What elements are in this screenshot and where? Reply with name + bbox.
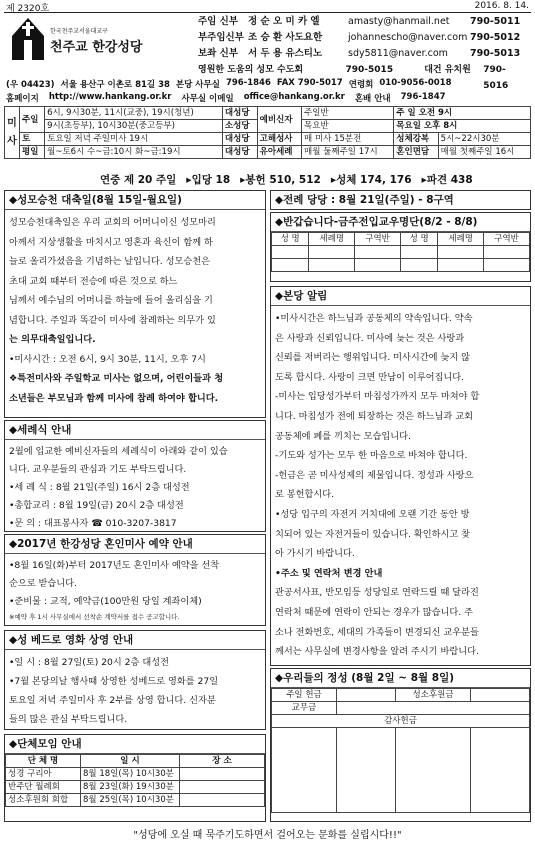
table-row: 교무금 [272,702,530,715]
table-row [272,259,530,272]
section-title: ◆우리들의 정성 (8월 2일 ~ 8월 8일) [271,669,530,688]
table-row: 평일 월~토6시 수~금:10시 화~금:19시 대성당 유아세례 매월 둘째주일 17시 혼인면담 매월 첫째주일 16시 [5,146,531,159]
office-email-link[interactable]: office@hankang.or.kr [243,92,345,102]
wedding-section [4,534,266,626]
issue-date: 2016. 8. 14. [474,1,529,11]
church-building-icon [8,16,48,62]
baptism-body: 2월에 입교한 예비신자들의 세례식이 아래와 같이 있습 니다. 교우분들의 관심과 기도 부탁드립니다. •세 례 식 : 8월 21일(주일) 16시 2층 대성전 •총합교리 : 8월 19일(금) 20시 2층 대성전 •문 의 : 대표봉사자 ☎ 010-3207-3817 [9,446,228,529]
assumption-body: 성모승천대축일은 우리 교회의 어머니이신 성모마리 아께서 지상생활을 마치시고 영혼과 육신이 함께 하 늘로 올리가셨음을 기념하는 날입니다. 성모승천은 초대 교회 때부터 전승에 따른 것으로 하느 님께서 예수님의 어머니를 하늘에 들어 올리심을 기 념합니다. 주일과 똑같이 미사에 참례하는 의무가 있 는 의무대축일입니다. •미사시간 : 오전 6시, 9시 30분, 11시, 오후 7시 ❖특전미사와 주일학교 미사는 없으며, 어린이들과 청 소년들은 부모님과 함께 미사에 참례 하여야 합니다. [9,217,224,404]
wedding-body: •8월 16일(화)부터 2017년도 혼인미사 예약을 선착 순으로 받습니다. •준비물 : 교적, 예약금(100만원 당일 계좌이체) ※예약 후 1시 사무실에서 선착순 계약서를 접수 공고합니다. [9,560,220,621]
table-row: 감사헌금 [272,715,530,728]
assumption-section [4,190,266,418]
table-row: 9시(초등부), 10시30분(중고등부) 소성당 목요반 목요일 오후 8시 [5,120,531,133]
section-title: ◆성모승천 대축일(8월 15일-월요일) [5,191,265,210]
staff-row: 부주임신부 조 승 환 사도요한 johannescho@naver.com 790-5012 [198,32,521,43]
movie-section [4,630,266,730]
section-title: ◆세례식 안내 [5,421,265,440]
table-row: 토 토요일 저녁 주일미사 19시 대성당 고해성사 매 미사 15분전 성체강복 5시~22시30분 [5,133,531,146]
section-title: ◆본당 알림 [271,287,530,306]
mass-side-label: 미 사 [5,107,20,159]
table-row: 단 체 명 일 시 장 소 [6,755,265,768]
section-title: ◆단체모임 안내 [5,735,265,754]
table-row: 성소후원회 회합 8월 25일(목) 10시30분 [6,794,265,807]
mass-schedule-table [4,106,531,159]
section-title: ◆전례 당당 : 8월 21일(주일) - 8구역 [275,194,454,206]
table-row: 반주단 월례회 8월 23일(화) 19시30분 [6,781,265,794]
newcomers-table [271,232,530,272]
groups-section [4,734,266,822]
section-title: ◆성 베드로 영화 상영 안내 [5,631,265,650]
baptism-section [4,420,266,532]
section-title: ◆반갑습니다-금주전입교우명단(8/2 - 8/8) [271,213,530,232]
table-row: 미 사 주일 6시, 9시30분, 11시(교중), 19시(청년) 대성당 예비신자 주일반 주 일 오전 9시 [5,107,531,120]
groups-table [5,754,265,807]
offering-table [271,688,530,813]
section-title: ◆2017년 한강성당 혼인미사 예약 안내 [5,535,265,554]
church-logo [8,16,143,66]
staff-row: 주임 신부 정 순 오 미 카 엘 amasty@hanmail.net 790-5011 [198,16,521,27]
table-row: 주일 헌금 성소후원금 [272,689,530,702]
liturgy-summary: 연중 제 20 주일 ▸입당 18 ▸봉헌 510, 512 ▸성체 174, 176 ▸파견 438 [100,174,473,186]
footer-slogan: "성당에 오실 때 묵주기도하면서 걸어오는 문화를 실립시다!!" [133,830,402,841]
movie-body: •일 시 : 8월 27일(토) 20시 2층 대성전 •7월 본당의날 행사때 상영한 성베드로 영화를 27일 토요일 저녁 주일미사 후 2부를 상영 합니다. 신자분 들의 많은 관심 부탁드립니다. [9,657,219,725]
nuns-row: 영원한 도움의 성모 수도회 790-5015 대건 유치원 790-5016 [198,65,509,91]
table-row: 성 명 세례명 구역반 성 명 세례명 구역반 [272,233,530,246]
offering-section [270,668,531,822]
notice-section [270,286,531,666]
logo-subtitle: 한국천주교서울대교구 [50,28,108,35]
table-row: 성경 구리아 8월 18일(목) 10시30분 [6,768,265,781]
newcomers-section [270,212,531,282]
prayer-duty-section [270,190,531,210]
staff-row: 보좌 신부 서 두 용 유스티노 sdy5811@naver.com 790-5013 [198,48,521,59]
address-row: (우 04423) 서울 용산구 이촌로 81길 38 본당 사무실 796-1846 FAX 790-5017 연령회 010-9056-0018 [6,78,452,90]
issue-number: 제 2320호 [6,4,50,14]
logo-name: 천주교 한강성당 [50,40,143,55]
table-row [272,728,530,813]
homepage-link[interactable]: http://www.hankang.or.kr [48,92,172,102]
notice-body: •미사시간은 하느님과 공동체의 약속입니다. 약속 은 사랑과 신뢰입니다. 미사에 늦는 것은 사랑과 신뢰를 저버리는 행위입니다. 미사시간에 늦지 않 도록 합시다. 사랑이 크면 만남이 이루어집니다. -미사는 입당성가부터 마침성가까지 모두 마쳐야 합 니다. 마침성가 전에 퇴장하는 것은 하느님과 교회 공동체에 폐를 끼치는 모습입니다. -기도와 성가는 모두 한 마음으로 바쳐야 합니다. -헌금은 곧 미사성제의 제물입니다. 정성과 사랑으 로 봉헌합시다. •성당 입구의 자전거 거치대에 오랜 기간 동안 방 치되어 있는 자전거들이 있습니다. 확인하시고 찾 아 가시기 바랍니다. •주소 및 연락처 변경 안내 관공서사표, 반모임등 성당일로 연락드릴 때 달라진 연락처 때문에 연락이 안되는 경우가 많습니다. 주 소나 전화번호, 세대의 가족들이 변경되신 교우분들 께서는 사무실에 변경사항을 알려 주시기 바랍니다. [275,313,480,658]
table-row [272,246,530,259]
web-row: 홈페이지 http://www.hankang.or.kr 사무실 이메일 office@hankang.or.kr 혼배 안내 796-1847 [6,92,446,104]
